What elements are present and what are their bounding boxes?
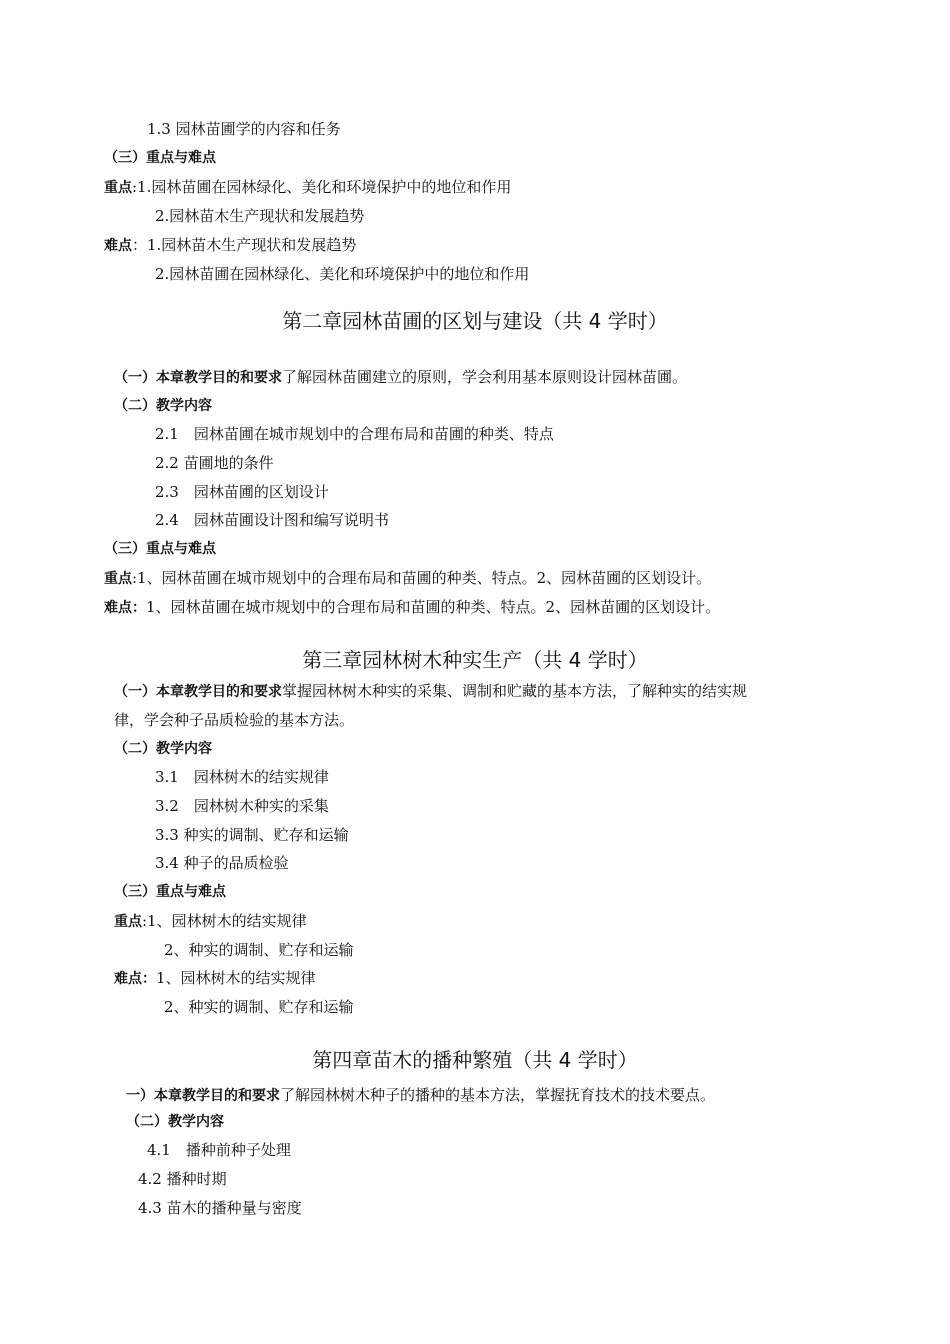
ch3-diff-text-1: 1、园林树木的结实规律: [156, 969, 316, 987]
ch2-goal-label: （一）本章教学目的和要求: [114, 370, 282, 386]
ch3-key-label: 重点: [114, 914, 142, 930]
ch4-goal-text: 了解园林树木种子的播种的基本方法，掌握抚育技术的技术要点。: [280, 1086, 716, 1104]
ch2-key-line: [104, 568, 711, 589]
ch2-key-text: :1、园林苗圃在城市规划中的合理布局和苗圃的种类、特点。2、园林苗圃的区划设计。: [132, 569, 712, 587]
ch2-content-title: （二）教学内容: [114, 398, 212, 414]
ch2-key-label: 重点: [104, 571, 132, 587]
ch3-item-3-2: 3.2 园林树木种实的采集: [155, 797, 329, 815]
ch4-content-title: （二）教学内容: [126, 1114, 224, 1130]
item-1-3: 1.3 园林苗圃学的内容和任务: [147, 120, 341, 138]
ch3-goal-line-2: 律，学会种子品质检验的基本方法。: [114, 711, 355, 729]
ch3-key-line-2: 2、种实的调制、贮存和运输: [164, 941, 354, 959]
ch1-key-line-2: 2.园林苗木生产现状和发展趋势: [155, 207, 365, 225]
ch2-goal: [114, 367, 687, 388]
ch2-diff-line: [104, 597, 720, 618]
chapter-3-title: 第三章园林树木种实生产（共 4 学时）: [302, 648, 648, 672]
ch3-diff-line-2: 2、种实的调制、贮存和运输: [164, 998, 354, 1016]
ch2-item-2-4: 2.4 园林苗圃设计图和编写说明书: [155, 511, 389, 529]
ch2-item-2-3: 2.3 园林苗圃的区划设计: [155, 483, 329, 501]
ch1-key-line-1: [104, 177, 511, 198]
ch4-item-4-2: 4.2 播种时期: [138, 1170, 227, 1188]
ch2-diff-label: 难点：: [104, 600, 146, 616]
chapter-4-title: 第四章苗木的播种繁殖（共 4 学时）: [312, 1048, 638, 1072]
ch1-diff-label: 难点: [104, 238, 132, 254]
ch1-key-title: （三）重点与难点: [104, 150, 216, 166]
ch2-item-2-1: 2.1 园林苗圃在城市规划中的合理布局和苗圃的种类、特点: [155, 425, 554, 443]
ch1-diff-line-2: 2.园林苗圃在园林绿化、美化和环境保护中的地位和作用: [155, 265, 530, 283]
ch2-key-title: （三）重点与难点: [104, 541, 216, 557]
ch2-goal-text: 了解园林苗圃建立的原则，学会利用基本原则设计园林苗圃。: [282, 368, 688, 386]
ch3-diff-label: 难点：: [114, 971, 156, 987]
ch4-goal: [126, 1085, 715, 1106]
ch2-item-2-2: 2.2 苗圃地的条件: [155, 454, 274, 472]
ch3-goal-text-1: 掌握园林树木种实的采集、调制和贮藏的基本方法，了解种实的结实规: [282, 682, 748, 700]
ch3-goal-line-1: [114, 681, 747, 702]
ch4-item-4-3: 4.3 苗木的播种量与密度: [138, 1199, 302, 1217]
ch3-content-title: （二）教学内容: [114, 741, 212, 757]
ch4-goal-label: 一）本章教学目的和要求: [126, 1088, 280, 1104]
ch1-key-text-1: :1.园林苗圃在园林绿化、美化和环境保护中的地位和作用: [132, 178, 512, 196]
ch3-goal-label: （一）本章教学目的和要求: [114, 684, 282, 700]
ch1-diff-line-1: [104, 235, 356, 256]
ch4-item-4-1: 4.1 播种前种子处理: [147, 1141, 291, 1159]
chapter-2-title: 第二章园林苗圃的区划与建设（共 4 学时）: [282, 309, 668, 333]
ch1-diff-text-1: ：1.园林苗木生产现状和发展趋势: [132, 236, 357, 254]
ch3-key-title: （三）重点与难点: [114, 884, 226, 900]
ch3-key-text-1: :1、园林树木的结实规律: [142, 912, 307, 930]
ch3-item-3-3: 3.3 种实的调制、贮存和运输: [155, 826, 349, 844]
ch1-key-label: 重点: [104, 180, 132, 196]
ch3-item-3-1: 3.1 园林树木的结实规律: [155, 768, 329, 786]
ch3-key-line-1: [114, 911, 307, 932]
ch2-diff-text: 1、园林苗圃在城市规划中的合理布局和苗圃的种类、特点。2、园林苗圃的区划设计。: [146, 598, 721, 616]
ch3-item-3-4: 3.4 种子的品质检验: [155, 854, 289, 872]
ch3-diff-line-1: [114, 968, 316, 989]
